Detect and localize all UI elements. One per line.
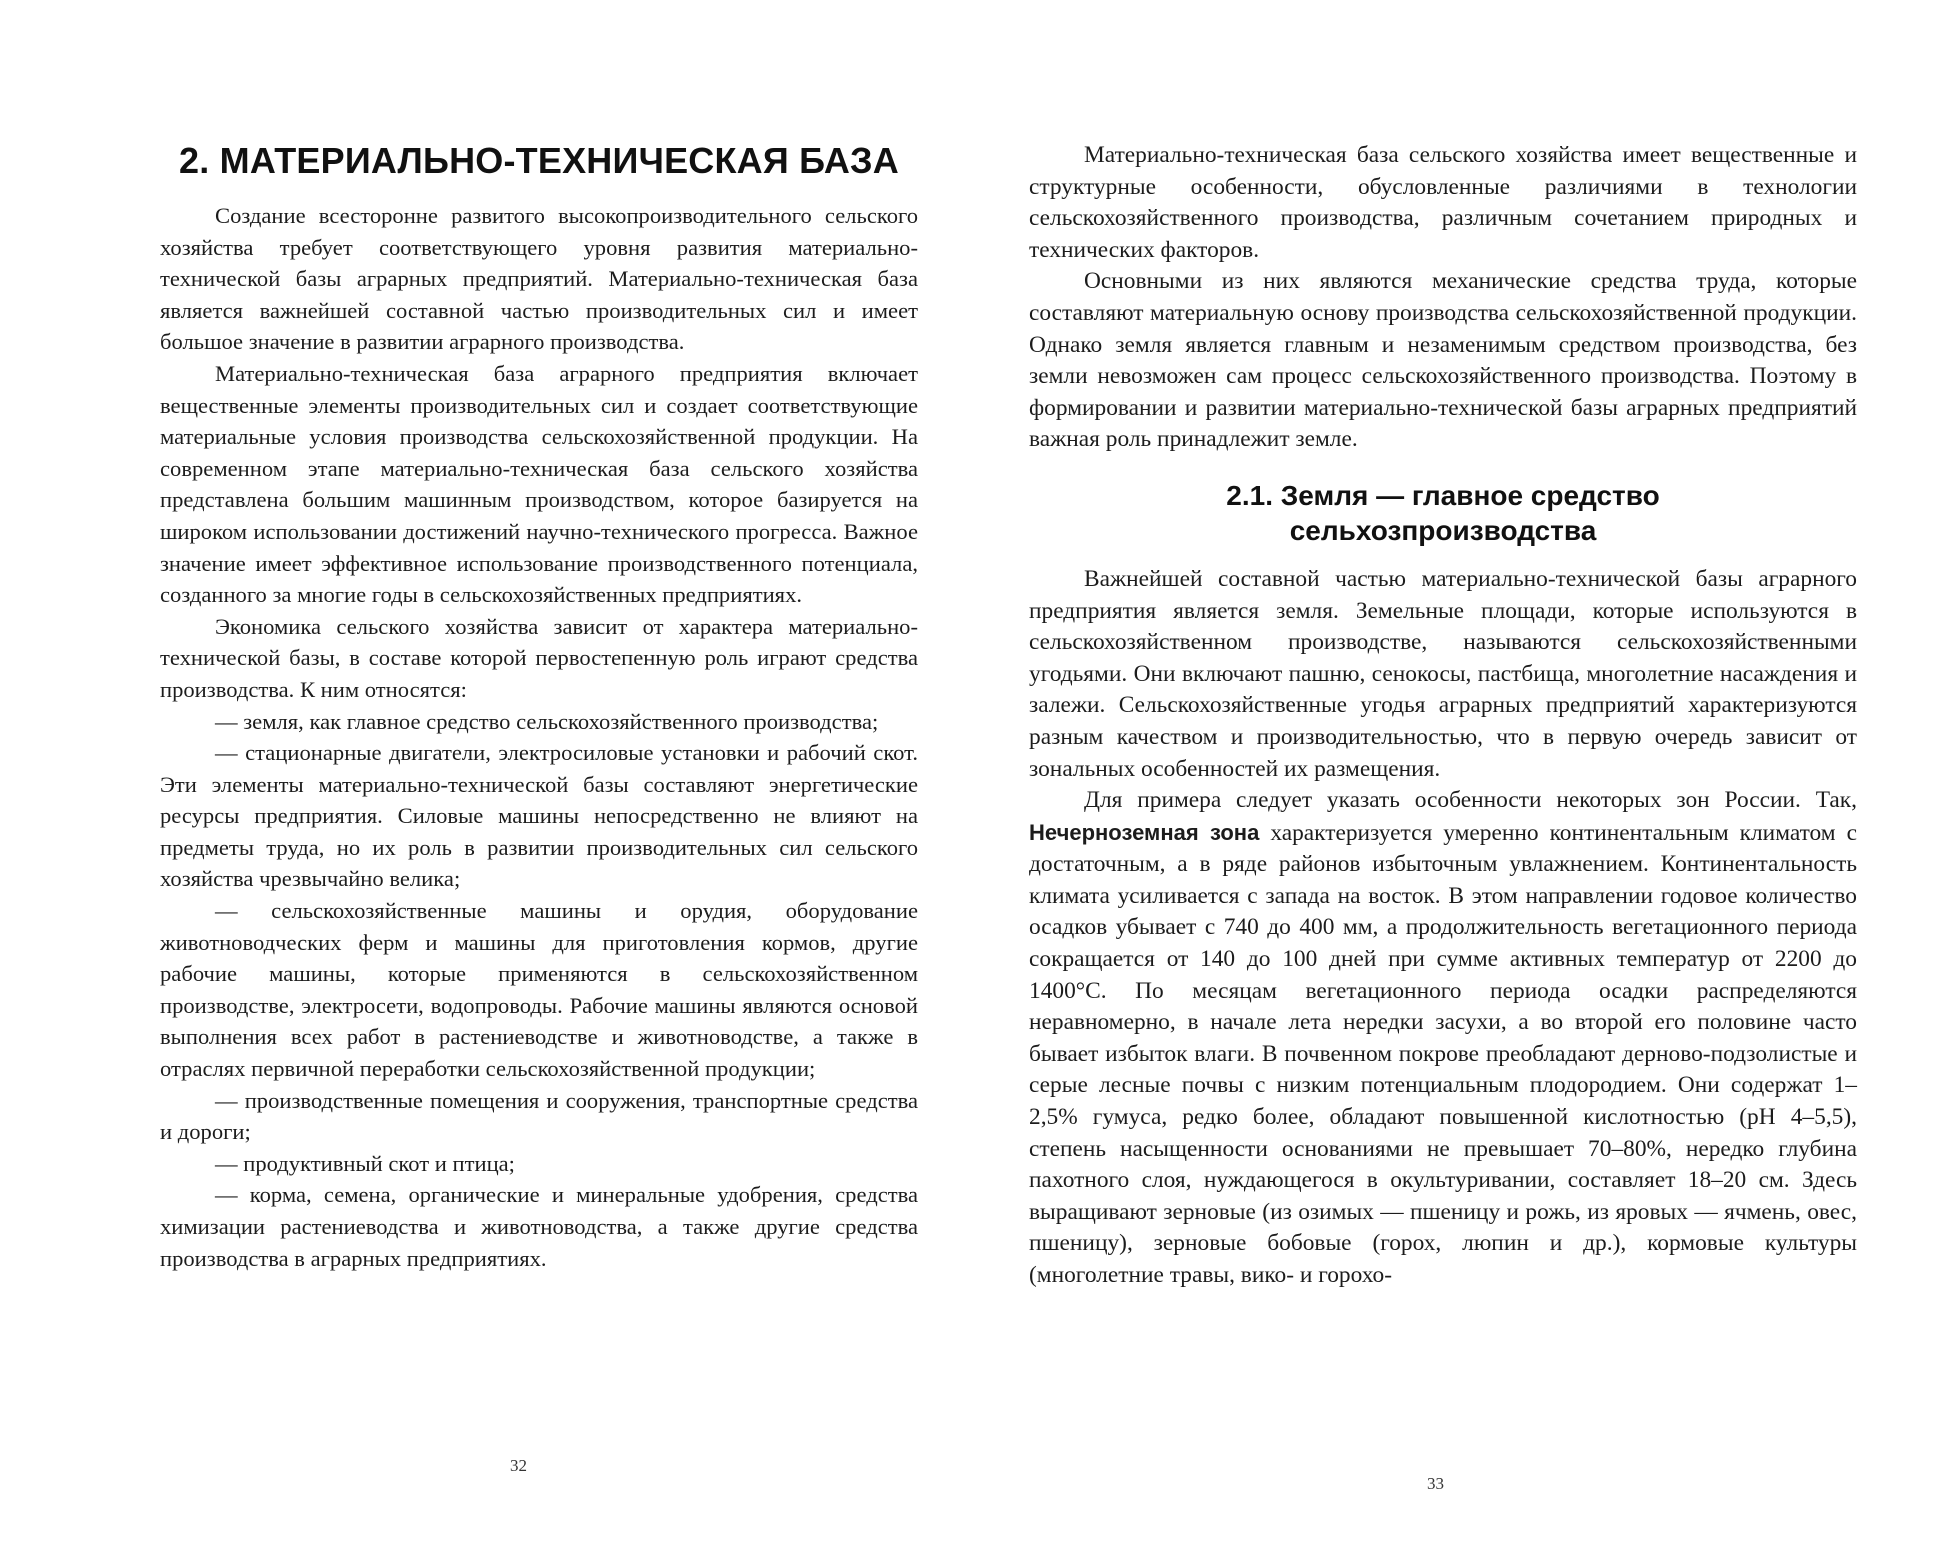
list-item: — продуктивный скот и птица; xyxy=(215,1150,515,1176)
section-title-line-2: сельхозпроизводства xyxy=(1289,514,1597,546)
paragraph: Создание всесторонне развитого высокопроизводительного сельского хозяйства требует соответствующего уровня развития материально-технической базы аграрных предприятий. Материально-техническая база является важнейшей составной частью производительных сил и имеет большое значение в развитии аграрного производства. xyxy=(160,203,918,355)
page-number: 32 xyxy=(510,1456,527,1475)
zone-text-start: Для примера следует указать особенности некоторых зон России. Так, xyxy=(1084,787,1857,814)
paragraph: Основными из них являются механические средства труда, которые составляют материальную основу производства сельскохозяйственной продукции. Однако земля является главным и незаменимым средством производства, без земли невозможен сам процесс сельскохозяйственного производства. Поэтому в формировании и развитии материально-технической базы аграрных предприятий важная роль принадлежит земле. xyxy=(1029,268,1857,453)
left-text-column xyxy=(160,140,918,1274)
list-item: — корма, семена, органические и минеральные удобрения, средства химизации растениеводства и животноводства, а также другие средства производства в аграрных предприятиях. xyxy=(160,1182,918,1271)
section-title xyxy=(1029,478,1857,548)
list-item: — стационарные двигатели, электросиловые установки и рабочий скот. Эти элементы материально-технической базы составляют энергетические ресурсы предприятия. Силовые машины непосредственно не влияют на предметы труда, но их роль в развитии производительных сил сельского хозяйства чрезвычайно велика; xyxy=(160,740,918,892)
paragraph: Материально-техническая база сельского хозяйства имеет вещественные и структурные особенности, обусловленные различиями в технологии сельскохозяйственного производства, различным сочетанием природных и технических факторов. xyxy=(1029,142,1857,263)
list-item: — земля, как главное средство сельскохозяйственного производства; xyxy=(215,708,879,734)
list-item: — производственные помещения и сооружения, транспортные средства и дороги; xyxy=(160,1087,918,1145)
zone-term: Нечерноземная зона xyxy=(1029,819,1260,845)
right-page xyxy=(969,0,1938,1566)
page-number: 33 xyxy=(1427,1474,1444,1493)
paragraph: Экономика сельского хозяйства зависит от характера материально-технической базы, в составе которой первостепенную роль играют средства производства. К ним относятся: xyxy=(160,613,918,702)
paragraph: Материально-техническая база аграрного предприятия включает вещественные элементы производительных сил и создает соответствующие материальные условия производства сельскохозяйственной продукции. На современном этапе материально-техническая база сельского хозяйства представлена большим машинным производством, которое базируется на широком использовании достижений научно-технического прогресса. Важное значение имеет эффективное использование производственного потенциала, созданного за многие годы в сельскохозяйственных предприятиях. xyxy=(160,360,918,608)
section-title-line-1: 2.1. Земля — главное средство xyxy=(1226,479,1660,511)
list-item: — сельскохозяйственные машины и орудия, оборудование животноводческих ферм и машины для приготовления кормов, другие рабочие машины, которые применяются в сельскохозяйственном производстве, электросети, водопроводы. Рабочие машины являются основой выполнения всех работ в растениеводстве и животноводстве, а также в отраслях первичной переработки сельскохозяйственной продукции; xyxy=(160,898,918,1082)
paragraph: Важнейшей составной частью материально-технической базы аграрного предприятия является земля. Земельные площади, которые используются в сельскохозяйственном производстве, называются сельскохозяйственными угодьями. Они включают пашню, сенокосы, пастбища, многолетние насаждения и залежи. Сельскохозяйственные угодья аграрных предприятий характеризуются разным качеством и производительностью, что в первую очередь зависит от зональных особенностей их размещения. xyxy=(1029,565,1857,782)
zone-text-rest: характеризуется умеренно континентальным климатом с достаточным, а в ряде районов избыточным увлажнением. Континентальность климата усиливается с запада на восток. В этом направлении годовое количество осадков убывает с 740 до 400 мм, а продолжительность вегетационного периода сокращается от 140 до 100 дней при сумме активных температур от 2200 до 1400°C. По месяцам вегетационного периода осадки распределяются неравномерно, в начале лета нередки засухи, а во второй его половине часто бывает избыток влаги. В почвенном покрове преобладают дерново-подзолистые и серые лесные почвы с низким потенциальным плодородием. Они содержат 1–2,5% гумуса, редко более, обладают повышенной кислотностью (pH 4–5,5), степень насыщенности основаниями не превышает 70–80%, нередко глубина пахотного слоя, нуждающегося в окультуривании, составляет 18–20 см. Здесь выращивают зерновые (из озимых — пшеницу и рожь, из яровых — ячмень, овес, пшеницу), зерновые бобовые (горох, люпин и др.), кормовые культуры (многолетние травы, вико- и горохо- xyxy=(1029,819,1857,1288)
chapter-title: 2. МАТЕРИАЛЬНО-ТЕХНИЧЕСКАЯ БАЗА xyxy=(179,140,899,181)
right-text-column xyxy=(1029,140,1857,1292)
zone-paragraph xyxy=(1029,785,1857,1292)
